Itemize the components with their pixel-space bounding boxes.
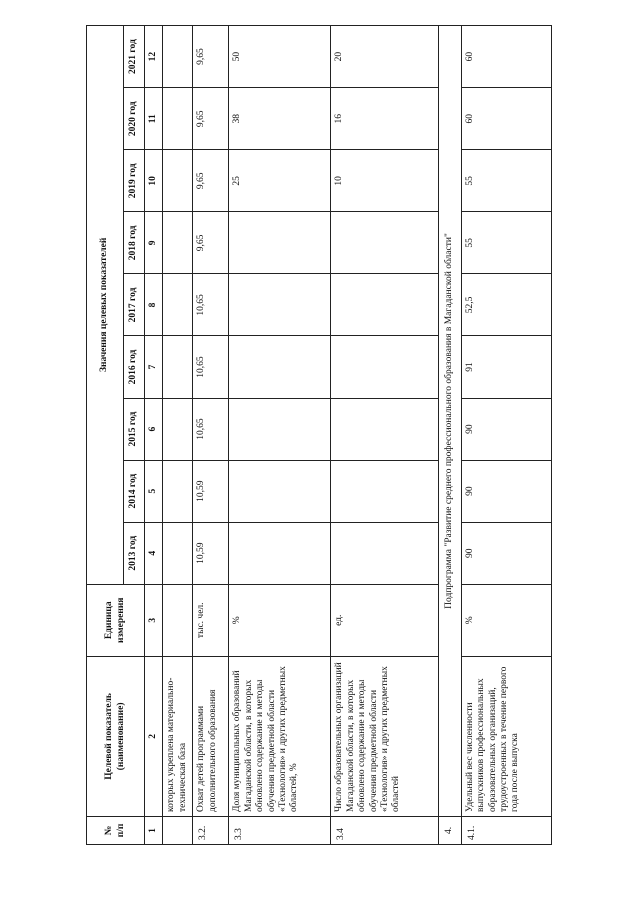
header-year: 2014 год	[124, 460, 145, 522]
rotated-page	[86, 25, 546, 845]
header-values-group: Значения целевых показателей	[87, 26, 124, 585]
value-cell: 90	[461, 398, 551, 460]
index-cell: 11	[145, 88, 163, 150]
header-year: 2016 год	[124, 336, 145, 398]
header-year: 2020 год	[124, 88, 145, 150]
indicator-name: Удельный вес численности выпускников профессиональных образовательных организаций, трудоустроенных в течение первого года после выпуска	[461, 656, 551, 816]
index-cell: 2	[145, 656, 163, 816]
index-cell: 5	[145, 460, 163, 522]
table-row	[193, 26, 229, 845]
value-cell: 90	[461, 522, 551, 584]
subprogram-title: Подпрограмма "Развитие среднего профессионального образования в Магаданской области"	[439, 26, 461, 817]
value-cell: 20	[331, 26, 439, 88]
value-cell: 9,65	[193, 88, 229, 150]
unit-cell: %	[229, 584, 331, 656]
value-cell	[229, 336, 331, 398]
value-cell: 10,65	[193, 274, 229, 336]
value-cell: 91	[461, 336, 551, 398]
unit-cell: %	[461, 584, 551, 656]
unit-cell	[163, 584, 193, 656]
subprogram-number: 4.	[439, 816, 461, 844]
index-cell: 9	[145, 212, 163, 274]
header-year: 2015 год	[124, 398, 145, 460]
value-cell: 9,65	[193, 150, 229, 212]
row-number: 3.2.	[193, 816, 229, 844]
value-cell: 10	[331, 150, 439, 212]
value-cell: 10,65	[193, 398, 229, 460]
index-cell: 12	[145, 26, 163, 88]
target-indicators-table	[86, 25, 552, 845]
value-cell	[163, 522, 193, 584]
value-cell: 9,65	[193, 26, 229, 88]
indicator-name: Число образовательных организаций Магаданской области, в которых обновлено содержание и методы обучения предметной области «Технология» и других предметных областей	[331, 656, 439, 816]
header-indicator: Целевой показатель (наименование)	[87, 656, 145, 816]
index-cell: 7	[145, 336, 163, 398]
unit-cell: тыс. чел.	[193, 584, 229, 656]
table-row	[461, 26, 551, 845]
row-number: 3.4	[331, 816, 439, 844]
value-cell	[331, 336, 439, 398]
index-cell: 6	[145, 398, 163, 460]
value-cell: 16	[331, 88, 439, 150]
table-row	[163, 26, 193, 845]
indicator-name: Доля муниципальных образований Магаданской области, в которых обновлено содержание и методы обучения предметной области «Технология» и других предметных областей, %	[229, 656, 331, 816]
index-cell: 3	[145, 584, 163, 656]
header-no: № п/п	[87, 816, 145, 844]
header-year: 2013 год	[124, 522, 145, 584]
value-cell	[163, 336, 193, 398]
value-cell: 52,5	[461, 274, 551, 336]
value-cell	[229, 398, 331, 460]
subprogram-row	[439, 26, 461, 845]
value-cell	[163, 274, 193, 336]
value-cell	[163, 26, 193, 88]
value-cell: 10,65	[193, 336, 229, 398]
header-year: 2021 год	[124, 26, 145, 88]
value-cell	[331, 212, 439, 274]
value-cell: 90	[461, 460, 551, 522]
value-cell	[229, 212, 331, 274]
value-cell	[163, 460, 193, 522]
value-cell: 25	[229, 150, 331, 212]
index-cell: 4	[145, 522, 163, 584]
indicator-name: которых укреплена материально-техническая база	[163, 656, 193, 816]
value-cell	[163, 398, 193, 460]
header-year: 2019 год	[124, 150, 145, 212]
value-cell	[331, 274, 439, 336]
row-number: 4.1.	[461, 816, 551, 844]
value-cell	[229, 460, 331, 522]
value-cell: 55	[461, 150, 551, 212]
header-unit: Единица измерения	[87, 584, 145, 656]
value-cell: 60	[461, 88, 551, 150]
value-cell: 60	[461, 26, 551, 88]
row-number: 3.3	[229, 816, 331, 844]
row-number	[163, 816, 193, 844]
value-cell	[229, 522, 331, 584]
value-cell: 38	[229, 88, 331, 150]
index-cell: 10	[145, 150, 163, 212]
table-row	[229, 26, 331, 845]
indicator-name: Охват детей программами дополнительного образования	[193, 656, 229, 816]
column-index-row	[145, 26, 163, 845]
value-cell	[331, 522, 439, 584]
value-cell	[331, 460, 439, 522]
index-cell: 1	[145, 816, 163, 844]
header-year: 2017 год	[124, 274, 145, 336]
value-cell	[163, 150, 193, 212]
value-cell	[163, 212, 193, 274]
value-cell	[163, 88, 193, 150]
value-cell: 10,59	[193, 522, 229, 584]
value-cell: 55	[461, 212, 551, 274]
value-cell	[331, 398, 439, 460]
value-cell: 50	[229, 26, 331, 88]
unit-cell: ед.	[331, 584, 439, 656]
value-cell: 10,59	[193, 460, 229, 522]
index-cell: 8	[145, 274, 163, 336]
header-year: 2018 год	[124, 212, 145, 274]
value-cell: 9,65	[193, 212, 229, 274]
table-row	[331, 26, 439, 845]
value-cell	[229, 274, 331, 336]
